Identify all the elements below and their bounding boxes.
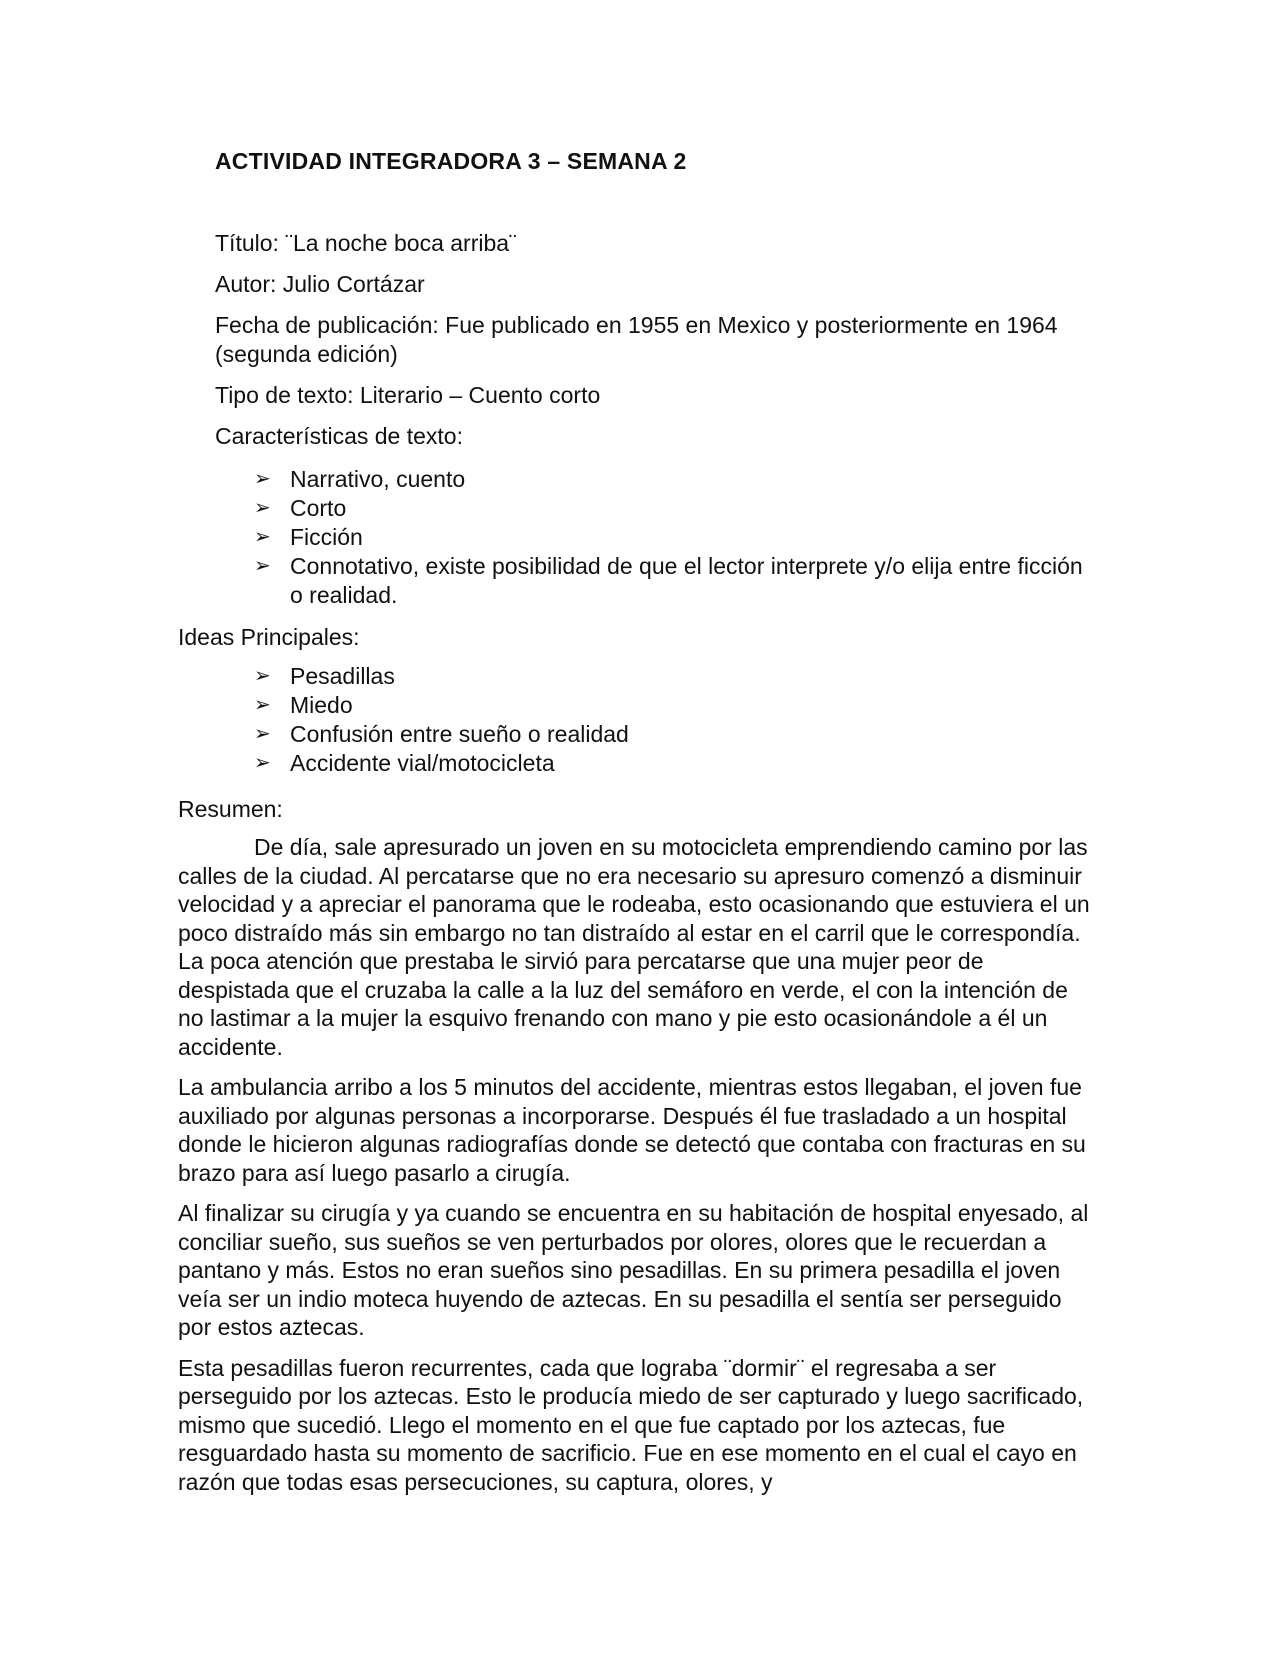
arrow-bullet-icon: ➢	[254, 468, 271, 490]
arrow-bullet-icon: ➢	[254, 665, 271, 687]
list-item	[254, 494, 1094, 523]
list-item-text: Narrativo, cuento	[290, 466, 466, 492]
arrow-bullet-icon: ➢	[254, 752, 271, 774]
story-metadata	[215, 229, 1095, 463]
arrow-bullet-icon: ➢	[254, 555, 271, 577]
summary-paragraph: Al finalizar su cirugía y ya cuando se encuentra en su habitación de hospital enyesado, al conciliar sueño, sus sueños se ven perturbados por olores, olores que le recuerdan a pantano y más. Estos no eran sueños sino pesadillas. En su primera pesadilla el joven veía ser un indio moteca huyendo de aztecas. En su pesadilla el sentía ser perseguido por estos aztecas.	[178, 1200, 1089, 1340]
summary-body	[178, 833, 1098, 1508]
list-item	[254, 691, 1094, 720]
document-title: ACTIVIDAD INTEGRADORA 3 – SEMANA 2	[215, 148, 687, 174]
list-item-text: Pesadillas	[290, 663, 395, 689]
characteristics-label: Características de texto:	[215, 423, 463, 449]
text-type-line: Tipo de texto: Literario – Cuento corto	[215, 382, 601, 408]
list-item-text: Ficción	[290, 524, 363, 550]
list-item-text: Accidente vial/motocicleta	[290, 750, 555, 776]
arrow-bullet-icon: ➢	[254, 723, 271, 745]
main-ideas-label: Ideas Principales:	[178, 624, 360, 650]
author-line: Autor: Julio Cortázar	[215, 271, 425, 297]
list-item-text: Corto	[290, 495, 347, 521]
arrow-bullet-icon: ➢	[254, 497, 271, 519]
list-item	[254, 552, 1094, 610]
list-item	[254, 465, 1094, 494]
summary-paragraph: Esta pesadillas fueron recurrentes, cada que lograba ¨dormir¨ el regresaba a ser perseguido por los aztecas. Esto le producía miedo de ser capturado y luego sacrificado, mismo que sucedió. Llego el momento en el que fue captado por los aztecas, fue resguardado hasta su momento de sacrificio. Fue en ese momento en el cual el cayo en razón que todas esas persecuciones, su captura, olores, y	[178, 1354, 1084, 1495]
summary-paragraph: La ambulancia arribo a los 5 minutos del accidente, mientras estos llegaban, el joven fue auxiliado por algunas personas a incorporarse. Después él fue trasladado a un hospital donde le hicieron algunas radiografías donde se detectó que contaba con fracturas en su brazo para así luego pasarlo a cirugía.	[178, 1074, 1086, 1186]
story-title-line: Título: ¨La noche boca arriba¨	[215, 230, 517, 256]
arrow-bullet-icon: ➢	[254, 694, 271, 716]
summary-label: Resumen:	[178, 796, 283, 822]
summary-paragraph: De día, sale apresurado un joven en su motocicleta emprendiendo camino por las calles de la ciudad. Al percatarse que no era necesario su apresuro comenzó a disminuir velocidad y a apreciar el panorama que le rodeaba, esto ocasionando que estuviera el un poco distraído más sin embargo no tan distraído al estar en el carril que le correspondía. La poca atención que prestaba le sirvió para percatarse que una mujer peor de despistada que el cruzaba la calle a la luz del semáforo en verde, el con la intención de no lastimar a la mujer la esquivo frenando con mano y pie esto ocasionándole a él un accidente.	[178, 834, 1090, 1060]
list-item-text: Confusión entre sueño o realidad	[290, 721, 629, 747]
list-item	[254, 749, 1094, 778]
list-item	[254, 523, 1094, 552]
list-item	[254, 662, 1094, 691]
publication-date-line: Fecha de publicación: Fue publicado en 1955 en Mexico y posteriormente en 1964 (segunda edición)	[215, 312, 1058, 367]
list-item-text: Connotativo, existe posibilidad de que el lector interprete y/o elija entre ficción o realidad.	[290, 553, 1083, 608]
list-item-text: Miedo	[290, 692, 353, 718]
list-item	[254, 720, 1094, 749]
main-ideas-list	[254, 662, 1094, 778]
characteristics-list	[254, 465, 1094, 610]
arrow-bullet-icon: ➢	[254, 526, 271, 548]
